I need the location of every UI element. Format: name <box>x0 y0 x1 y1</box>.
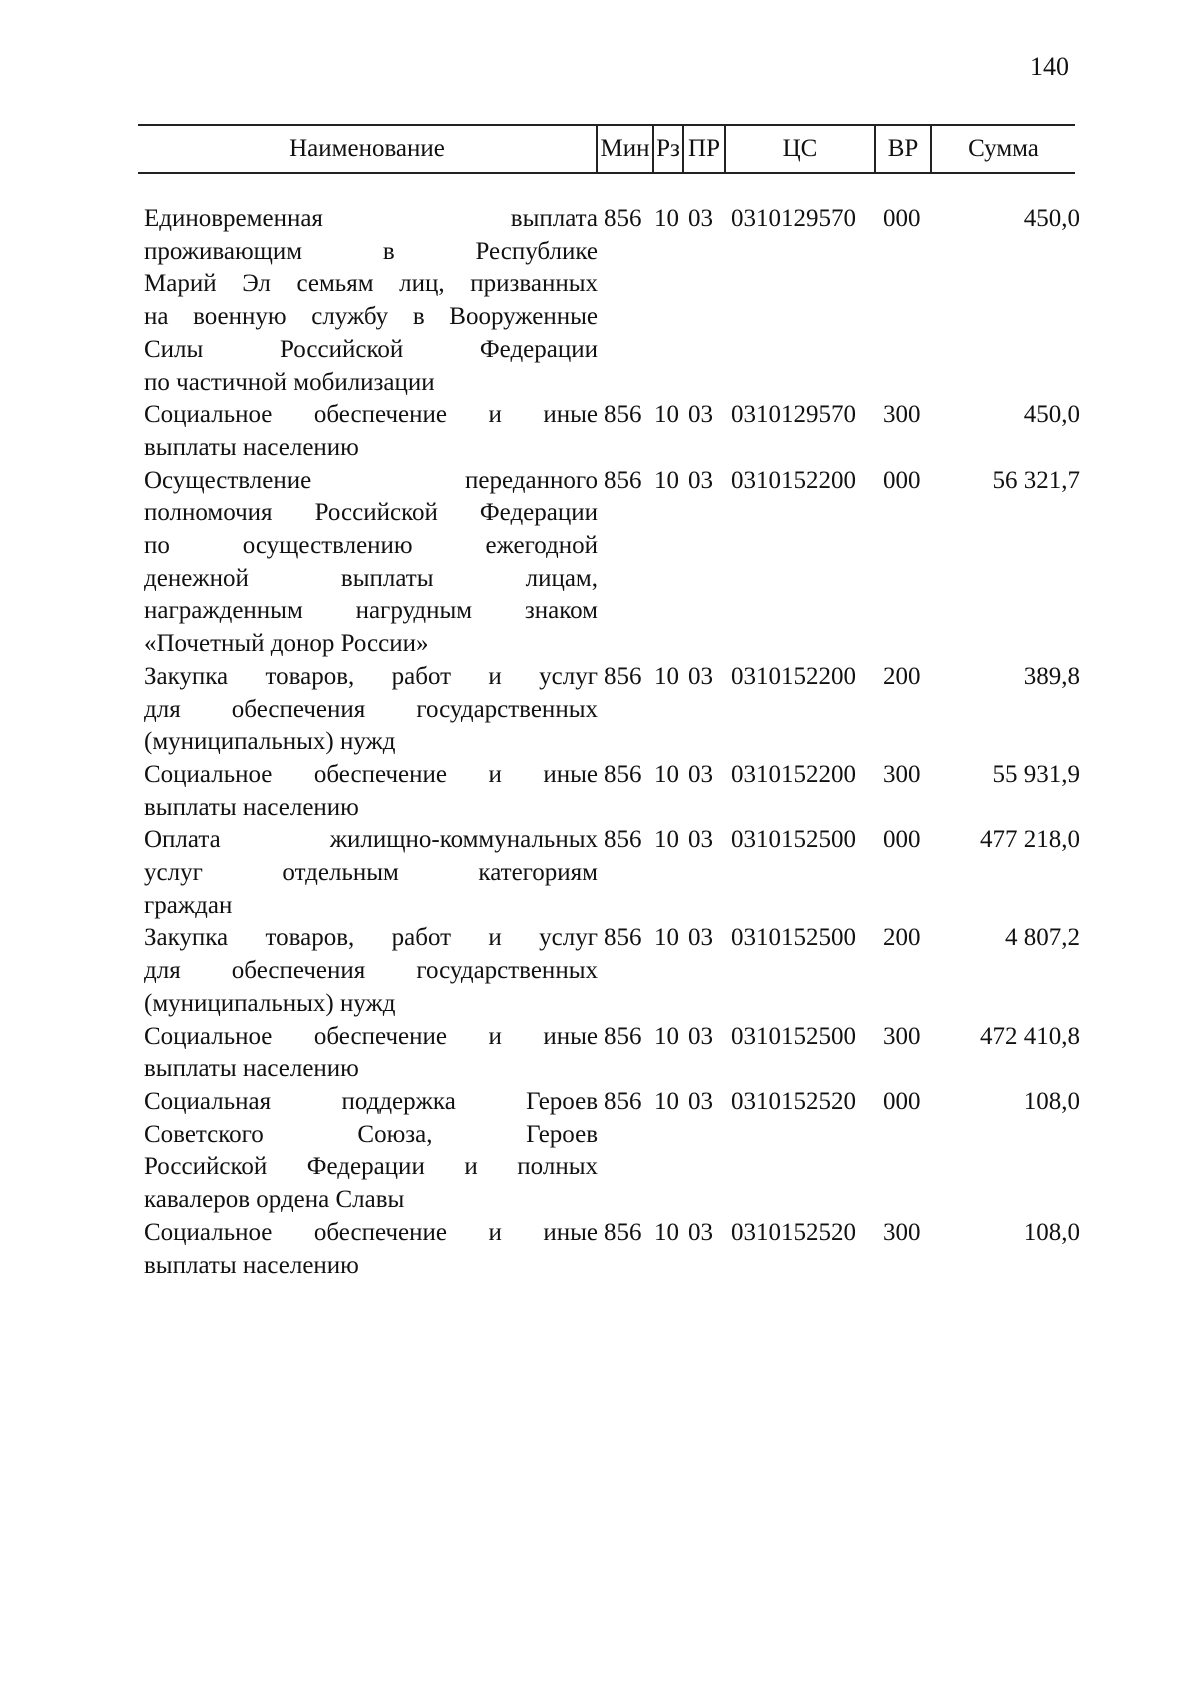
row-name-line: Закупка товаров, работ и услуг <box>144 662 598 690</box>
row-vr: 300 <box>883 401 921 429</box>
row-name-line: по частичной мобилизации <box>144 368 435 396</box>
row-min: 856 <box>604 1087 642 1115</box>
row-rz: 10 <box>654 826 679 854</box>
header-vr: ВР <box>874 126 932 172</box>
table-row <box>0 824 1200 922</box>
table-row <box>0 1021 1200 1086</box>
row-name-line: Марий Эл семьям лиц, призванных <box>144 270 598 298</box>
row-min: 856 <box>604 662 642 690</box>
table-body <box>0 203 1200 1282</box>
row-name-line: Оплата жилищно-коммунальных <box>144 826 598 854</box>
row-pr: 03 <box>688 760 713 788</box>
row-name-line: денежной выплаты лицам, <box>144 564 598 592</box>
header-rz: Рз <box>652 126 682 172</box>
row-name-line: Российской Федерации и полных <box>144 1153 598 1181</box>
row-sum: 472 410,8 <box>980 1022 1080 1050</box>
table-row <box>0 1217 1200 1282</box>
row-vr: 200 <box>883 662 921 690</box>
row-rz: 10 <box>654 924 679 952</box>
header-sum: Сумма <box>968 135 1039 162</box>
row-rz: 10 <box>654 466 679 494</box>
row-sum: 55 931,9 <box>992 760 1080 788</box>
row-cs: 0310129570 <box>731 205 856 232</box>
row-vr: 300 <box>883 760 921 788</box>
page-number: 140 <box>1030 52 1069 81</box>
row-pr: 03 <box>688 1022 713 1050</box>
row-name-line: граждан <box>144 891 233 919</box>
row-vr: 000 <box>883 826 921 854</box>
row-cs: 0310152500 <box>731 1022 856 1050</box>
row-sum: 4 807,2 <box>1005 924 1080 952</box>
row-pr: 03 <box>688 924 713 952</box>
row-sum: 450,0 <box>1023 205 1080 232</box>
row-name <box>144 1086 598 1217</box>
row-rz: 10 <box>654 205 679 232</box>
row-sum: 450,0 <box>1023 401 1080 429</box>
row-name-line: на военную службу в Вооруженные <box>144 303 598 331</box>
row-name <box>144 399 598 464</box>
row-cs: 0310152200 <box>731 466 856 494</box>
header-name: Наименование <box>289 135 445 162</box>
row-name <box>144 1021 598 1086</box>
row-name-line: Социальное обеспечение и иные <box>144 760 598 788</box>
row-vr: 000 <box>883 1087 921 1115</box>
header-pr: ПР <box>682 126 724 172</box>
row-name-line: услуг отдельным категориям <box>144 859 598 887</box>
row-min: 856 <box>604 205 642 232</box>
row-name <box>144 661 598 759</box>
row-name-line: Осуществление переданного <box>144 466 598 494</box>
row-sum: 477 218,0 <box>980 826 1080 854</box>
row-sum: 108,0 <box>1023 1087 1080 1115</box>
row-vr: 000 <box>883 205 921 232</box>
row-pr: 03 <box>688 662 713 690</box>
row-cs: 0310129570 <box>731 401 856 429</box>
row-name-line: (муниципальных) нужд <box>144 728 396 756</box>
row-rz: 10 <box>654 401 679 429</box>
row-min: 856 <box>604 1218 642 1246</box>
row-cs: 0310152500 <box>731 826 856 854</box>
row-name <box>144 922 598 1020</box>
table-row <box>0 465 1200 661</box>
row-name-line: по осуществлению ежегодной <box>144 532 598 560</box>
table-row <box>0 1086 1200 1217</box>
row-name-line: выплаты населению <box>144 1251 359 1279</box>
row-rz: 10 <box>654 662 679 690</box>
row-name-line: (муниципальных) нужд <box>144 989 396 1017</box>
row-cs: 0310152200 <box>731 760 856 788</box>
table-row <box>0 203 1200 399</box>
row-name-line: Силы Российской Федерации <box>144 335 598 363</box>
row-name-line: «Почетный донор России» <box>144 630 429 658</box>
row-name-line: для обеспечения государственных <box>144 957 598 985</box>
row-min: 856 <box>604 1022 642 1050</box>
row-cs: 0310152500 <box>731 924 856 952</box>
row-name-line: кавалеров ордена Славы <box>144 1186 405 1214</box>
row-name <box>144 1217 598 1282</box>
header-cs: ЦС <box>724 126 874 172</box>
row-vr: 200 <box>883 924 921 952</box>
table-header <box>138 124 1075 174</box>
row-name-line: полномочия Российской Федерации <box>144 499 598 527</box>
table-row <box>0 661 1200 759</box>
row-rz: 10 <box>654 760 679 788</box>
row-pr: 03 <box>688 1087 713 1115</box>
row-name-line: Советского Союза, Героев <box>144 1120 598 1148</box>
row-cs: 0310152520 <box>731 1218 856 1246</box>
row-name-line: Социальное обеспечение и иные <box>144 1022 598 1050</box>
row-min: 856 <box>604 924 642 952</box>
table-row <box>0 759 1200 824</box>
row-rz: 10 <box>654 1022 679 1050</box>
row-min: 856 <box>604 760 642 788</box>
row-pr: 03 <box>688 205 713 232</box>
row-cs: 0310152520 <box>731 1087 856 1115</box>
row-cs: 0310152200 <box>731 662 856 690</box>
row-name-line: Закупка товаров, работ и услуг <box>144 924 598 952</box>
row-rz: 10 <box>654 1087 679 1115</box>
row-pr: 03 <box>688 466 713 494</box>
row-rz: 10 <box>654 1218 679 1246</box>
row-min: 856 <box>604 466 642 494</box>
row-pr: 03 <box>688 401 713 429</box>
row-sum: 56 321,7 <box>992 466 1080 494</box>
row-name <box>144 759 598 824</box>
row-vr: 300 <box>883 1218 921 1246</box>
row-name-line: выплаты населению <box>144 433 359 461</box>
row-pr: 03 <box>688 826 713 854</box>
row-name-line: проживающим в Республике <box>144 237 598 265</box>
row-name <box>144 824 598 922</box>
row-name-line: Социальное обеспечение и иные <box>144 1218 598 1246</box>
row-sum: 108,0 <box>1023 1218 1080 1246</box>
row-name-line: выплаты населению <box>144 793 359 821</box>
row-min: 856 <box>604 401 642 429</box>
row-min: 856 <box>604 826 642 854</box>
table-row <box>0 399 1200 464</box>
header-min: Мин <box>596 126 652 172</box>
row-name <box>144 465 598 661</box>
row-sum: 389,8 <box>1023 662 1080 690</box>
row-name-line: Социальная поддержка Героев <box>144 1087 598 1115</box>
row-name-line: награжденным нагрудным знаком <box>144 597 598 625</box>
row-name <box>144 203 598 399</box>
row-vr: 000 <box>883 466 921 494</box>
row-vr: 300 <box>883 1022 921 1050</box>
row-name-line: для обеспечения государственных <box>144 695 598 723</box>
row-name-line: Социальное обеспечение и иные <box>144 401 598 429</box>
row-name-line: выплаты населению <box>144 1055 359 1083</box>
row-pr: 03 <box>688 1218 713 1246</box>
row-name-line: Единовременная выплата <box>144 205 598 232</box>
table-row <box>0 922 1200 1020</box>
